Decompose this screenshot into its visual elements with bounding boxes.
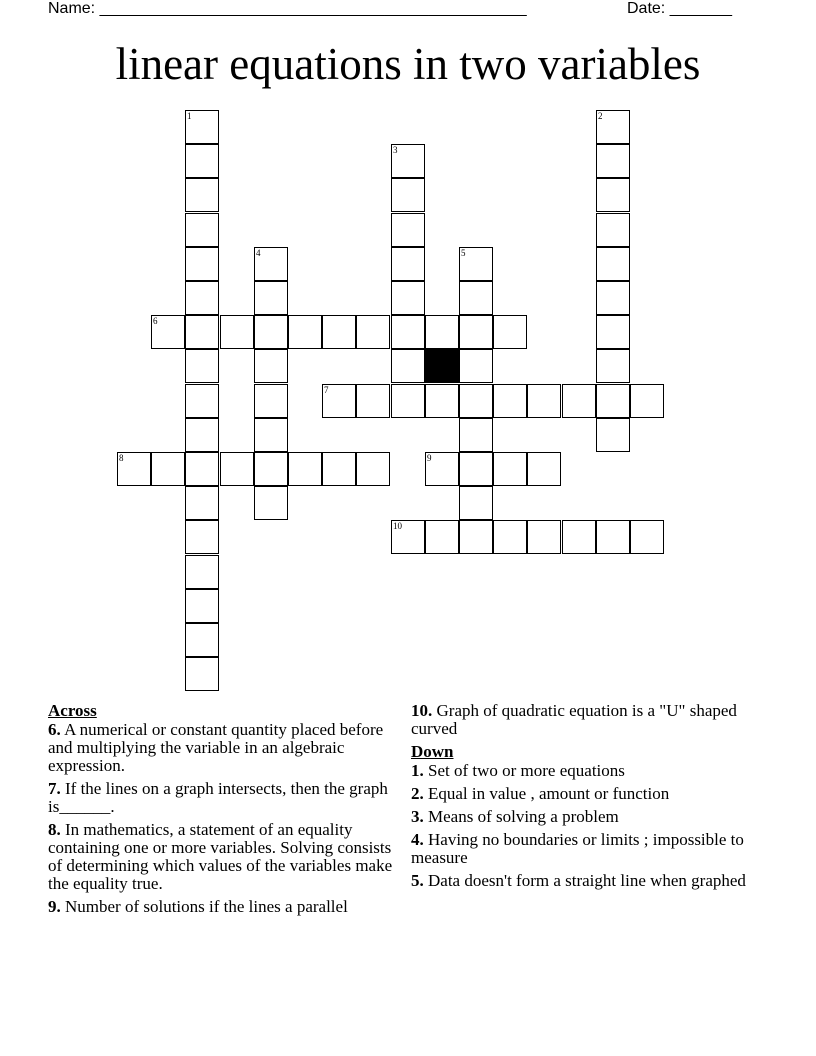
grid-cell[interactable] bbox=[391, 144, 425, 178]
grid-cell[interactable] bbox=[596, 178, 630, 212]
grid-cell[interactable] bbox=[459, 315, 493, 349]
grid-cell[interactable] bbox=[527, 384, 561, 418]
grid-cell[interactable] bbox=[185, 555, 219, 589]
grid-cell[interactable] bbox=[459, 247, 493, 281]
clue-down-1 bbox=[411, 762, 756, 780]
grid-cell[interactable] bbox=[185, 418, 219, 452]
clue-down-4 bbox=[411, 831, 756, 867]
grid-cell[interactable] bbox=[254, 315, 288, 349]
grid-cell[interactable] bbox=[185, 144, 219, 178]
clue-number: 8. bbox=[48, 820, 61, 839]
down-heading: Down bbox=[411, 742, 454, 761]
grid-cell[interactable] bbox=[185, 589, 219, 623]
grid-cell[interactable] bbox=[185, 315, 219, 349]
grid-cell[interactable] bbox=[596, 418, 630, 452]
grid-cell[interactable] bbox=[493, 384, 527, 418]
clue-text: Equal in value , amount or function bbox=[428, 784, 670, 803]
name-field-label: Name: ________________________________________________ bbox=[48, 0, 527, 17]
clue-text: Data doesn't form a straight line when graphed bbox=[428, 871, 746, 890]
grid-cell[interactable] bbox=[391, 520, 425, 554]
grid-cell[interactable] bbox=[185, 281, 219, 315]
grid-cell[interactable] bbox=[459, 520, 493, 554]
clue-across-8 bbox=[48, 821, 393, 893]
grid-cell[interactable] bbox=[391, 213, 425, 247]
grid-cell[interactable] bbox=[151, 452, 185, 486]
grid-cell[interactable] bbox=[391, 349, 425, 383]
grid-cell[interactable] bbox=[185, 623, 219, 657]
grid-cell[interactable] bbox=[459, 486, 493, 520]
cell-number: 2 bbox=[598, 111, 603, 121]
clue-number: 4. bbox=[411, 830, 424, 849]
grid-cell[interactable] bbox=[220, 315, 254, 349]
clues-left-column bbox=[48, 702, 393, 921]
grid-cell[interactable] bbox=[391, 315, 425, 349]
clue-number: 3. bbox=[411, 807, 424, 826]
grid-cell[interactable] bbox=[254, 384, 288, 418]
grid-cell[interactable] bbox=[117, 452, 151, 486]
grid-cell[interactable] bbox=[596, 520, 630, 554]
grid-cell[interactable] bbox=[185, 452, 219, 486]
grid-cell[interactable] bbox=[185, 349, 219, 383]
grid-cell[interactable] bbox=[459, 452, 493, 486]
grid-cell[interactable] bbox=[391, 384, 425, 418]
clue-number: 7. bbox=[48, 779, 61, 798]
clue-text: In mathematics, a statement of an equality containing one or more variables. Solving consists of determining which values of the variables make the equality true. bbox=[48, 820, 393, 893]
clue-number: 10. bbox=[411, 701, 433, 720]
grid-cell[interactable] bbox=[596, 281, 630, 315]
grid-cell[interactable] bbox=[185, 213, 219, 247]
grid-cell[interactable] bbox=[596, 384, 630, 418]
grid-cell[interactable] bbox=[459, 281, 493, 315]
clue-text: Graph of quadratic equation is a "U" shaped curved bbox=[411, 701, 737, 738]
clue-number: 6. bbox=[48, 720, 61, 739]
clue-number: 5. bbox=[411, 871, 424, 890]
clue-across-7 bbox=[48, 780, 393, 816]
grid-cell[interactable] bbox=[185, 520, 219, 554]
grid-cell[interactable] bbox=[562, 520, 596, 554]
clue-across-10 bbox=[411, 702, 756, 738]
cell-number: 1 bbox=[187, 111, 192, 121]
clues-right-column bbox=[411, 702, 756, 895]
clue-text: A numerical or constant quantity placed before and multiplying the variable in an algebraic expression. bbox=[48, 720, 384, 775]
grid-cell[interactable] bbox=[185, 384, 219, 418]
grid-cell[interactable] bbox=[459, 384, 493, 418]
clue-text: Means of solving a problem bbox=[428, 807, 619, 826]
cell-number: 8 bbox=[119, 453, 124, 463]
grid-cell[interactable] bbox=[596, 213, 630, 247]
grid-cell[interactable] bbox=[596, 110, 630, 144]
grid-cell[interactable] bbox=[254, 349, 288, 383]
grid-cell[interactable] bbox=[356, 452, 390, 486]
grid-cell[interactable] bbox=[459, 349, 493, 383]
grid-cell[interactable] bbox=[322, 315, 356, 349]
grid-cell[interactable] bbox=[185, 247, 219, 281]
grid-cell[interactable] bbox=[185, 110, 219, 144]
grid-cell[interactable] bbox=[185, 178, 219, 212]
grid-cell[interactable] bbox=[391, 247, 425, 281]
grid-cell[interactable] bbox=[254, 452, 288, 486]
grid-cell[interactable] bbox=[596, 247, 630, 281]
grid-cell[interactable] bbox=[254, 281, 288, 315]
grid-cell[interactable] bbox=[254, 418, 288, 452]
grid-cell[interactable] bbox=[596, 315, 630, 349]
clue-down-2 bbox=[411, 785, 756, 803]
across-heading: Across bbox=[48, 701, 97, 720]
grid-cell[interactable] bbox=[527, 452, 561, 486]
grid-cell[interactable] bbox=[288, 452, 322, 486]
grid-cell[interactable] bbox=[322, 452, 356, 486]
grid-cell[interactable] bbox=[356, 315, 390, 349]
grid-cell[interactable] bbox=[391, 178, 425, 212]
clue-down-3 bbox=[411, 808, 756, 826]
cell-number: 4 bbox=[256, 248, 261, 258]
cell-number: 3 bbox=[393, 145, 398, 155]
grid-cell[interactable] bbox=[391, 281, 425, 315]
grid-cell[interactable] bbox=[596, 144, 630, 178]
grid-cell[interactable] bbox=[425, 315, 459, 349]
grid-cell[interactable] bbox=[185, 486, 219, 520]
cell-number: 6 bbox=[153, 316, 158, 326]
grid-cell[interactable] bbox=[151, 315, 185, 349]
grid-cell[interactable] bbox=[630, 520, 664, 554]
date-field-label: Date: _______ bbox=[627, 0, 732, 17]
clue-text: Set of two or more equations bbox=[428, 761, 625, 780]
grid-cell[interactable] bbox=[220, 452, 254, 486]
grid-cell[interactable] bbox=[493, 520, 527, 554]
clue-across-9 bbox=[48, 898, 393, 916]
grid-cell[interactable] bbox=[493, 452, 527, 486]
grid-cell[interactable] bbox=[425, 520, 459, 554]
clue-number: 9. bbox=[48, 897, 61, 916]
grid-cell[interactable] bbox=[459, 418, 493, 452]
grid-cell[interactable] bbox=[425, 384, 459, 418]
clue-text: Having no boundaries or limits ; impossible to measure bbox=[411, 830, 744, 867]
clue-text: If the lines on a graph intersects, then the graph is______. bbox=[48, 779, 388, 816]
clue-number: 1. bbox=[411, 761, 424, 780]
grid-cell[interactable] bbox=[630, 384, 664, 418]
cell-number: 10 bbox=[393, 521, 402, 531]
grid-cell[interactable] bbox=[254, 247, 288, 281]
clue-text: Number of solutions if the lines a parallel bbox=[65, 897, 348, 916]
grid-cell[interactable] bbox=[288, 315, 322, 349]
cell-number: 7 bbox=[324, 385, 329, 395]
clue-across-6 bbox=[48, 721, 393, 775]
clue-down-5 bbox=[411, 872, 756, 890]
cell-number: 5 bbox=[461, 248, 466, 258]
grid-cell[interactable] bbox=[185, 657, 219, 691]
page-title: linear equations in two variables bbox=[115, 39, 701, 89]
grid-cell[interactable] bbox=[356, 384, 390, 418]
grid-cell[interactable] bbox=[596, 349, 630, 383]
grid-cell[interactable] bbox=[527, 520, 561, 554]
grid-cell[interactable] bbox=[254, 486, 288, 520]
grid-cell[interactable] bbox=[425, 452, 459, 486]
grid-cell[interactable] bbox=[493, 315, 527, 349]
grid-cell[interactable] bbox=[562, 384, 596, 418]
cell-number: 9 bbox=[427, 453, 432, 463]
black-cell bbox=[425, 349, 459, 383]
clue-number: 2. bbox=[411, 784, 424, 803]
grid-cell[interactable] bbox=[322, 384, 356, 418]
